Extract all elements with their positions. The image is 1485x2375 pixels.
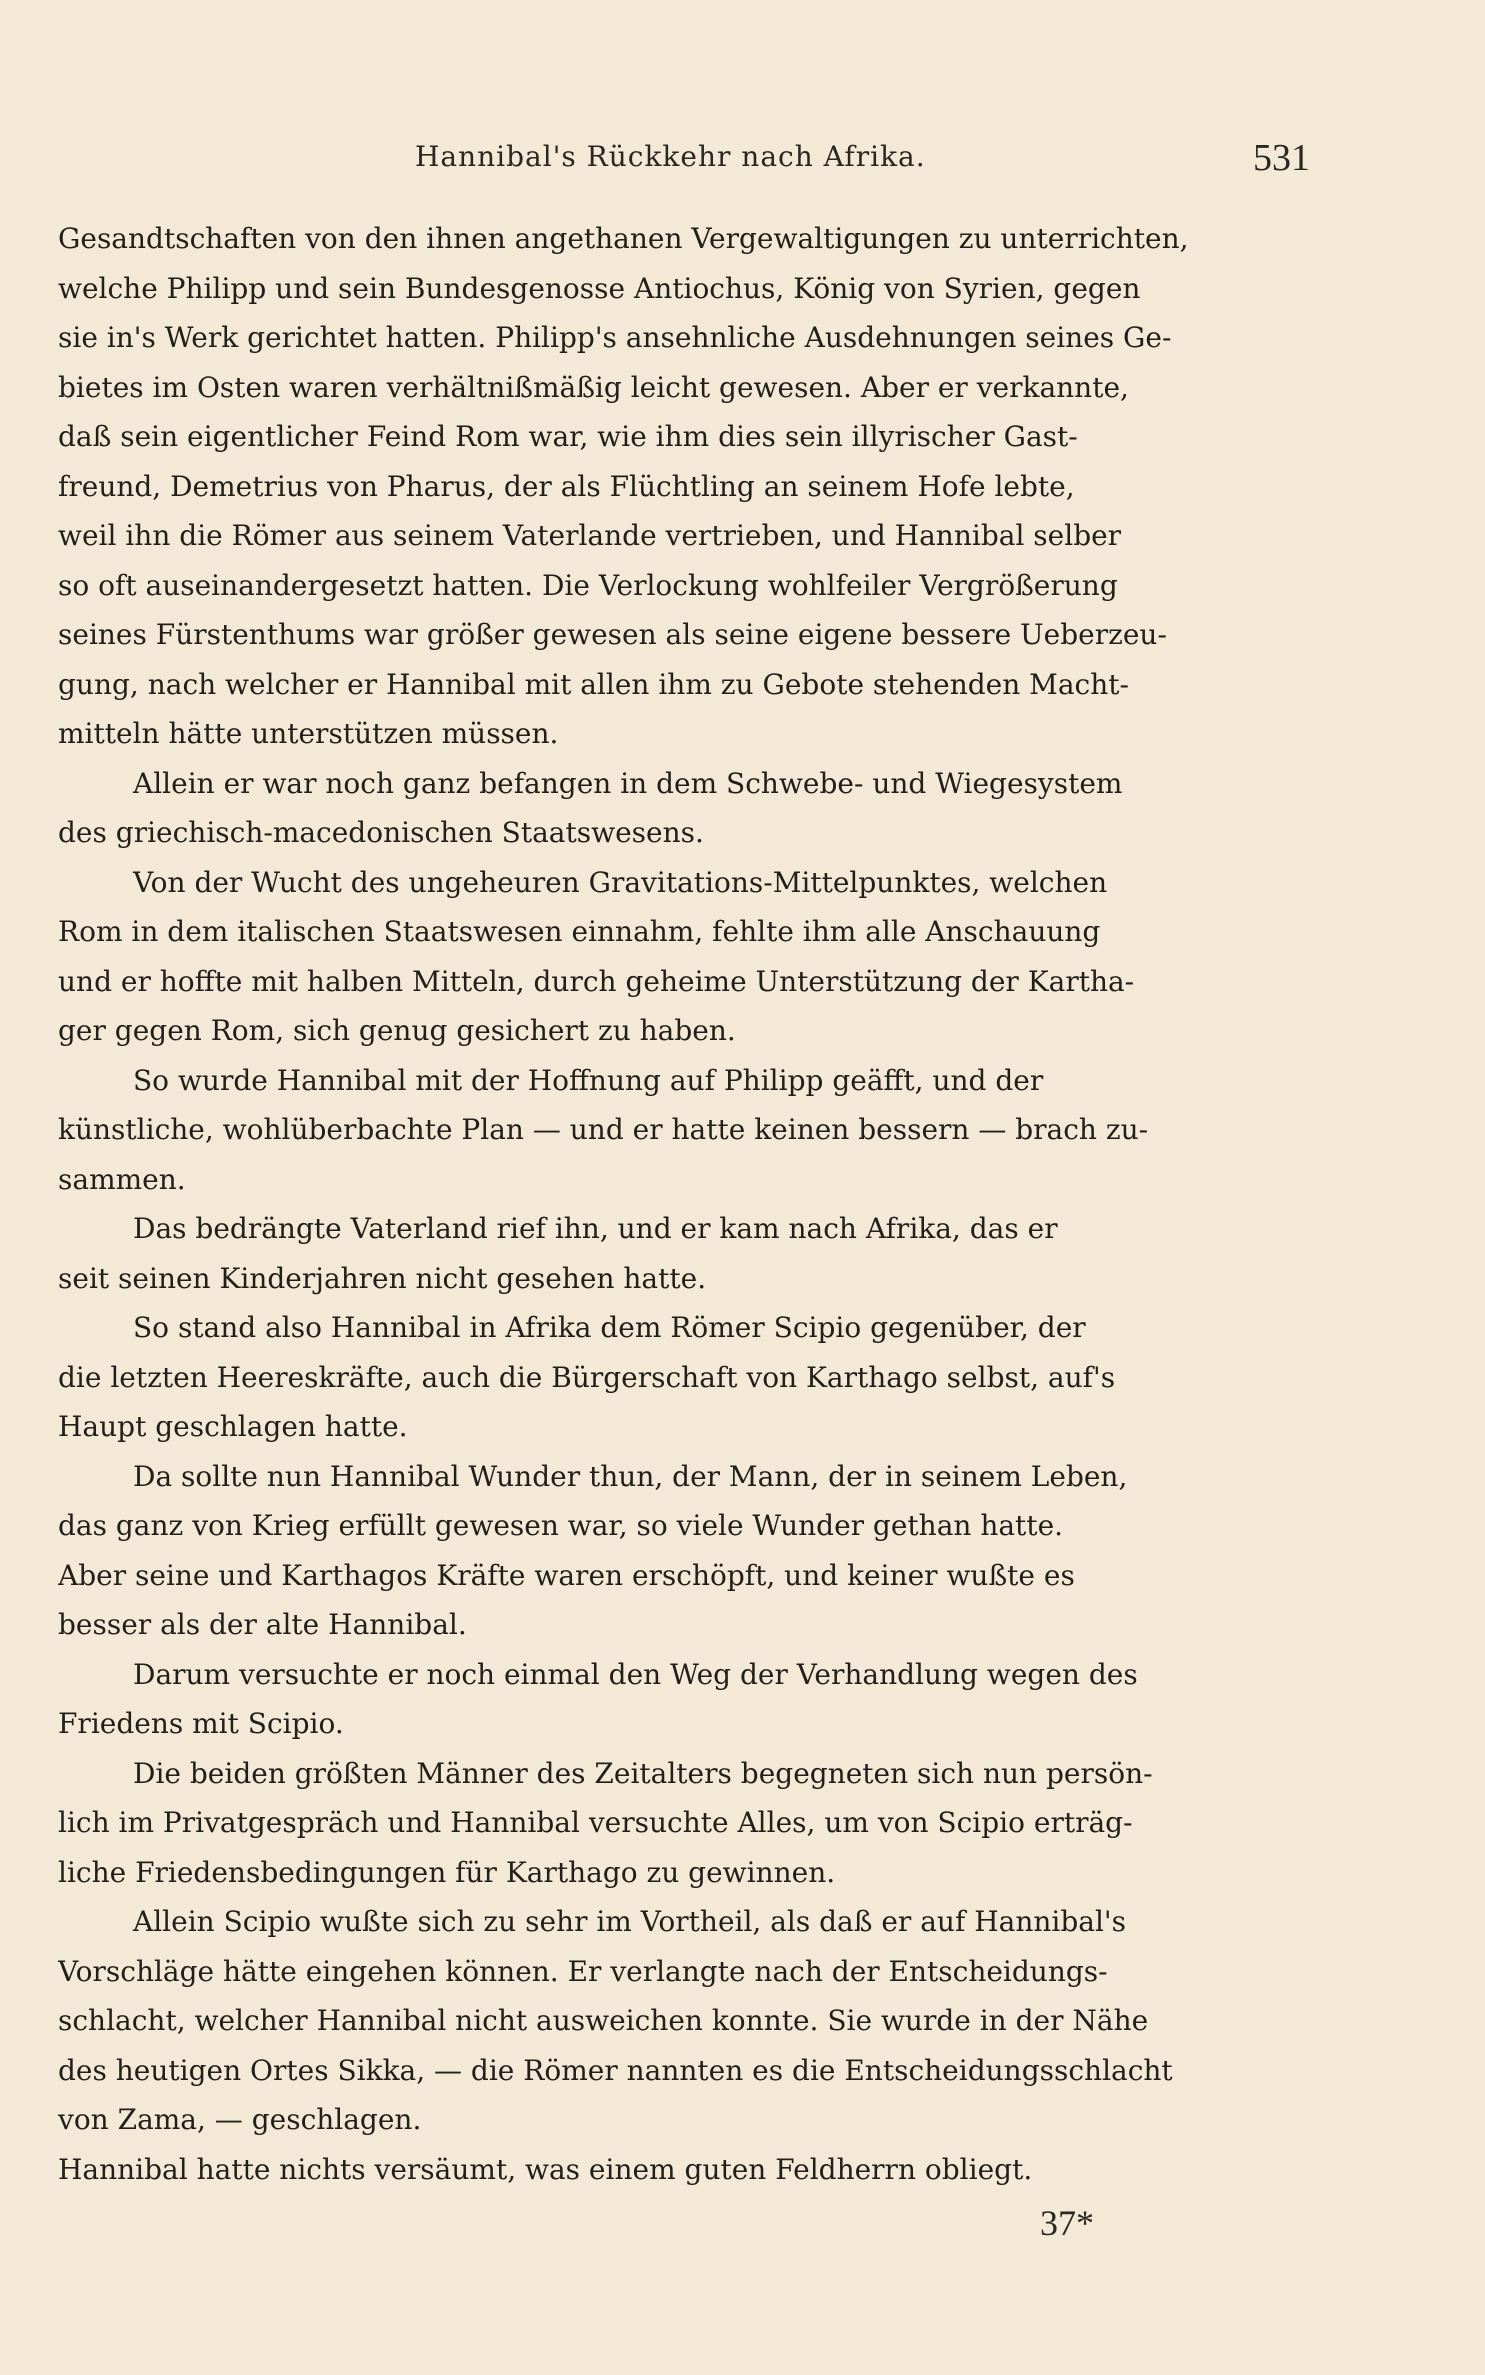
text-line: Die beiden größten Männer des Zeitalters begegneten sich nun persön-: [133, 1756, 1153, 1790]
text-line: Allein Scipio wußte sich zu sehr im Vortheil, als daß er auf Hannibal's: [133, 1905, 1126, 1938]
signature-mark: 37*: [1040, 2203, 1094, 2243]
text-line: Hannibal hatte nichts versäumt, was einem guten Feldherrn obliegt.: [58, 2152, 1033, 2186]
text-line: schlacht, welcher Hannibal nicht ausweichen konnte. Sie wurde in der Nähe: [58, 2004, 1149, 2037]
text-line: Rom in dem italischen Staatswesen einnahm, fehlte ihm alle Anschauung: [58, 915, 1101, 948]
text-line: von Zama, — geschlagen.: [58, 2103, 422, 2136]
text-line: Von der Wucht des ungeheuren Gravitations-Mittelpunktes, welchen: [133, 865, 1108, 899]
text-line: sie in's Werk gerichtet hatten. Philipp's ansehnliche Ausdehnungen seines Ge-: [58, 321, 1172, 354]
text-line: Allein er war noch ganz befangen in dem Schwebe- und Wiegesystem: [133, 766, 1123, 800]
text-line: Da sollte nun Hannibal Wunder thun, der Mann, der in seinem Leben,: [133, 1459, 1128, 1493]
page-number: 531: [1253, 137, 1310, 179]
text-line: künstliche, wohlüberbachte Plan — und er hatte keinen bessern — brach zu-: [58, 1113, 1149, 1146]
text-line: mitteln hätte unterstützen müssen.: [58, 717, 559, 750]
text-line: Aber seine und Karthagos Kräfte waren erschöpft, und keiner wußte es: [58, 1558, 1075, 1592]
text-line: liche Friedensbedingungen für Karthago zu gewinnen.: [58, 1855, 836, 1889]
text-line: Das bedrängte Vaterland rief ihn, und er kam nach Afrika, das er: [133, 1212, 1058, 1245]
text-line: Friedens mit Scipio.: [58, 1707, 344, 1740]
body-text: [58, 214, 1318, 2194]
text-line: bietes im Osten waren verhältnißmäßig leicht gewesen. Aber er verkannte,: [58, 370, 1129, 404]
text-line: das ganz von Krieg erfüllt gewesen war, so viele Wunder gethan hatte.: [58, 1509, 1064, 1542]
text-line: daß sein eigentlicher Feind Rom war, wie ihm dies sein illyrischer Gast-: [58, 420, 1078, 453]
text-line: freund, Demetrius von Pharus, der als Flüchtling an seinem Hofe lebte,: [58, 469, 1075, 503]
text-line: Darum versuchte er noch einmal den Weg der Verhandlung wegen des: [133, 1657, 1138, 1691]
text-line: die letzten Heereskräfte, auch die Bürgerschaft von Karthago selbst, auf's: [58, 1360, 1116, 1394]
text-line: seit seinen Kinderjahren nicht gesehen hatte.: [58, 1261, 707, 1295]
text-line: welche Philipp und sein Bundesgenosse Antiochus, König von Syrien, gegen: [58, 271, 1141, 305]
text-line: und er hoffte mit halben Mitteln, durch geheime Unterstützung der Kartha-: [58, 964, 1135, 998]
text-line: des heutigen Ortes Sikka, — die Römer nannten es die Entscheidungsschlacht: [58, 2053, 1173, 2087]
text-line: Haupt geschlagen hatte.: [58, 1410, 408, 1443]
text-line: besser als der alte Hannibal.: [58, 1608, 467, 1641]
running-header-title: Hannibal's Rückkehr nach Afrika.: [415, 140, 926, 173]
text-line: lich im Privatgespräch und Hannibal versuchte Alles, um von Scipio erträg-: [58, 1806, 1133, 1839]
text-line: Vorschläge hätte eingehen können. Er verlangte nach der Entscheidungs-: [58, 1954, 1108, 1988]
text-line: So stand also Hannibal in Afrika dem Römer Scipio gegenüber, der: [133, 1311, 1086, 1344]
text-line: gung, nach welcher er Hannibal mit allen ihm zu Gebote stehenden Macht-: [58, 667, 1129, 701]
text-line: weil ihn die Römer aus seinem Vaterlande vertrieben, und Hannibal selber: [58, 519, 1122, 552]
text-line: Gesandtschaften von den ihnen angethanen Vergewaltigungen zu unterrichten,: [58, 222, 1189, 255]
text-line: des griechisch-macedonischen Staatswesens.: [58, 816, 704, 849]
text-line: sammen.: [58, 1162, 186, 1196]
text-line: So wurde Hannibal mit der Hoffnung auf Philipp geäfft, und der: [133, 1063, 1044, 1097]
text-line: seines Fürstenthums war größer gewesen als seine eigene bessere Ueberzeu-: [58, 618, 1167, 651]
text-line: ger gegen Rom, sich genug gesichert zu haben.: [58, 1014, 736, 1047]
text-line: so oft auseinandergesetzt hatten. Die Verlockung wohlfeiler Vergrößerung: [58, 568, 1118, 602]
